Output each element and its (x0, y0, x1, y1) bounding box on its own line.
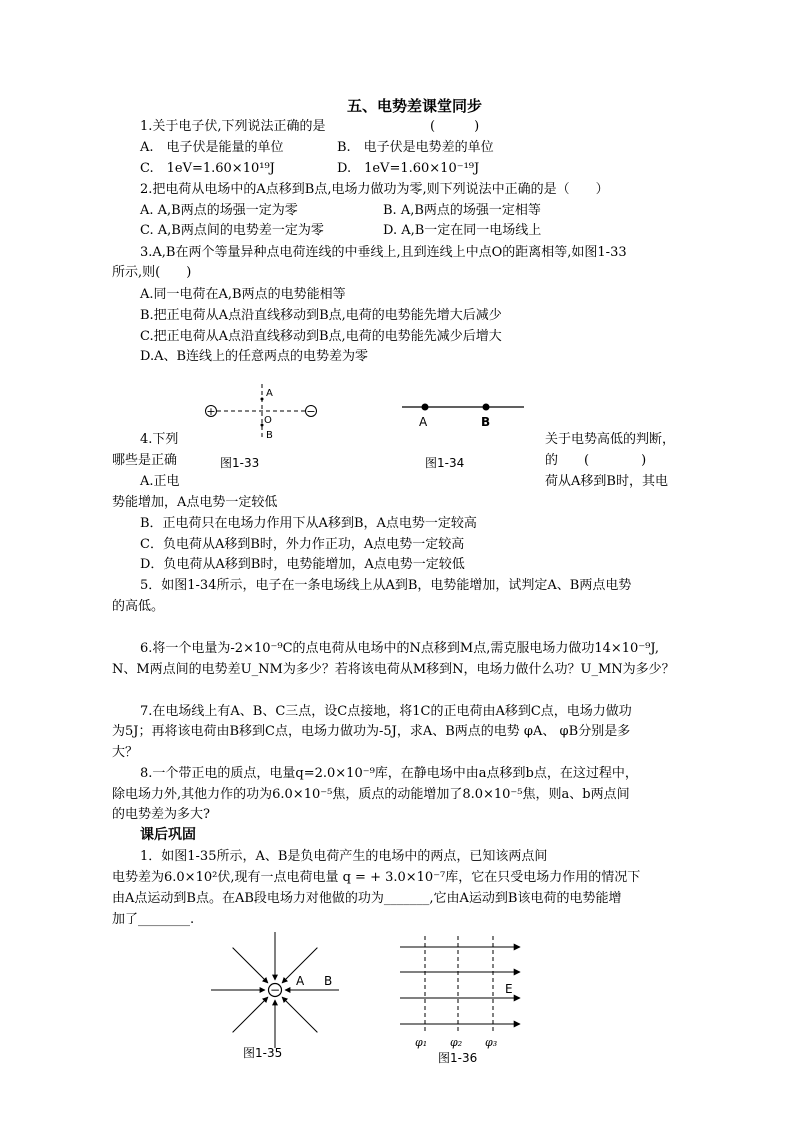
q4-option-d: D．负电荷从A移到B时，电势能增加，A点电势一定较低 (140, 557, 465, 572)
q7-line2: 为5J；再将该电荷由B移到C点，电场力做功为-5J，求A、B两点的电势 φA、 φB分别是多 (112, 724, 631, 739)
fig134-point-a (422, 404, 429, 411)
fig134-point-b (483, 404, 490, 411)
fig133-label-b: B (266, 430, 273, 441)
q2-option-a: A. A,B两点的场强一定为零 (140, 203, 298, 218)
q3-option-d: D.A、B连线上的任意两点的电势差为零 (140, 349, 369, 364)
fig133-minus-sign: − (306, 405, 316, 418)
q2-option-d: D. A,B一定在同一电场线上 (383, 223, 542, 238)
fig136-label-phi2: φ₂ (450, 1036, 463, 1049)
q3-line2: 所示,则( ) (112, 265, 192, 280)
fig133-caption: 图1-33 (220, 456, 260, 470)
q4-line1-left: 4.下列 (140, 432, 179, 447)
q8-line3: 的电势差为多大? (112, 807, 210, 822)
q3-option-b: B.把正电荷从A点沿直线移动到B点,电荷的电势能先增大后减少 (140, 308, 502, 323)
q7-line3: 大？ (112, 745, 139, 760)
q4-line2-left: 哪些是正确 (112, 453, 178, 468)
figure-1-33 (195, 380, 330, 445)
figure-1-35 (205, 932, 355, 1048)
fig135-field-line (233, 948, 268, 983)
q2-option-b: B. A,B两点的场强一定相等 (383, 203, 541, 218)
q4-line1-right: 关于电势高低的判断， (545, 432, 676, 447)
figure-1-34 (398, 396, 528, 430)
q5-line2: 的高低。 (112, 599, 165, 614)
q5-line1: 5．如图1-34所示，电子在一条电场线上从A到B，电势能增加，试判定A、B两点电势 (140, 578, 632, 593)
fig136-label-e: E (505, 982, 513, 996)
q4-option-b: B．正电荷只在电场力作用下从A移到B，A点电势一定较高 (140, 516, 477, 531)
q2-option-c: C. A,B两点间的电势差一定为零 (140, 223, 324, 238)
figure-1-36 (395, 934, 530, 1049)
fig136-equipotential-lines (425, 936, 493, 1032)
q4-line2-right: 的 ( ) (545, 453, 647, 468)
q7-line1: 7.在电场线上有A、B、C三点，设C点接地，将1C的正电荷由A移到C点，电场力做功 (140, 704, 632, 719)
q6-line2: N、M两点间的电势差U_NM为多少？若将该电荷从M移到N，电场力做什么功？U_MN为多少？ (112, 662, 675, 677)
page-title: 五、电势差课堂同步 (347, 97, 483, 115)
q1-option-a: A. 电子伏是能量的单位 (140, 140, 284, 155)
fig136-label-phi1: φ₁ (415, 1036, 428, 1049)
fig134-label-a: A (419, 415, 428, 429)
p1-line3: 由A点运动到B点。在AB段电场力对他做的功为_______,它由A运动到B该电荷的电势能增 (112, 891, 622, 906)
p1-line4: 加了________. (112, 912, 195, 927)
section-title-consolidation: 课后巩固 (140, 827, 196, 843)
p1-line1: 1．如图1-35所示，A、B是负电荷产生的电场中的两点，已知该两点间 (140, 849, 548, 864)
q8-line2: 除电场力外,其他力作的功为6.0×10⁻⁵焦，质点的动能增加了8.0×10⁻⁵焦，则a、b两点间 (112, 787, 630, 802)
fig134-caption: 图1-34 (425, 456, 465, 470)
fig135-minus-sign: − (269, 983, 281, 997)
fig133-plus-sign: + (206, 405, 216, 418)
fig134-label-b: B (481, 415, 491, 429)
q6-line1: 6.将一个电量为-2×10⁻⁹C的点电荷从电场中的N点移到M点,需克服电场力做功14×10⁻⁹J, (140, 641, 659, 656)
q1-stem: 1.关于电子伏,下列说法正确的是 (140, 119, 326, 134)
fig133-label-o: O (264, 415, 272, 426)
q1-option-b: B. 电子伏是电势差的单位 (337, 140, 494, 155)
q1-blank: ( ) (430, 119, 480, 134)
fig135-caption: 图1-35 (243, 1046, 283, 1060)
fig133-label-a: A (266, 388, 273, 399)
q1-option-d: D. 1eV=1.60×10⁻¹⁹J (337, 161, 480, 176)
q3-line1: 3.A,B在两个等量异种点电荷连线的中垂线上,且到连线上中点O的距离相等,如图1-33 (140, 245, 627, 260)
q4-line3-left: A.正电 (140, 474, 180, 489)
q4-line4: 势能增加，A点电势一定较低 (112, 495, 278, 510)
fig136-label-phi3: φ₃ (485, 1036, 498, 1049)
q3-option-c: C.把正电荷从A点沿直线移动到B点,电荷的电势能先减少后增大 (140, 329, 502, 344)
fig136-caption: 图1-36 (438, 1051, 478, 1065)
q2-stem: 2.把电荷从电场中的A点移到B点,电场力做功为零,则下列说法中正确的是（ ） (140, 182, 609, 197)
fig135-label-a: A (296, 974, 305, 988)
fig133-point-a (261, 398, 264, 401)
q3-option-a: A.同一电荷在A,B两点的电势能相等 (140, 287, 346, 302)
fig136-field-lines (400, 947, 520, 1024)
q4-option-c: C．负电荷从A移到B时，外力作正功，A点电势一定较高 (140, 537, 465, 552)
fig135-field-line (282, 997, 317, 1032)
q8-line1: 8.一个带正电的质点，电量q=2.0×10⁻⁹库，在静电场中由a点移到b点，在这过程中， (140, 766, 638, 781)
fig135-label-b: B (324, 974, 333, 988)
q4-line3-right: 荷从A移到B时，其电 (545, 474, 668, 489)
fig135-field-line (233, 997, 268, 1032)
p1-line2: 电势差为6.0×10²伏,现有一点电荷电量 q = + 3.0×10⁻⁷库，它在只受电场力作用的情况下 (112, 870, 641, 885)
q1-option-c: C. 1eV=1.60×10¹⁹J (140, 161, 275, 176)
